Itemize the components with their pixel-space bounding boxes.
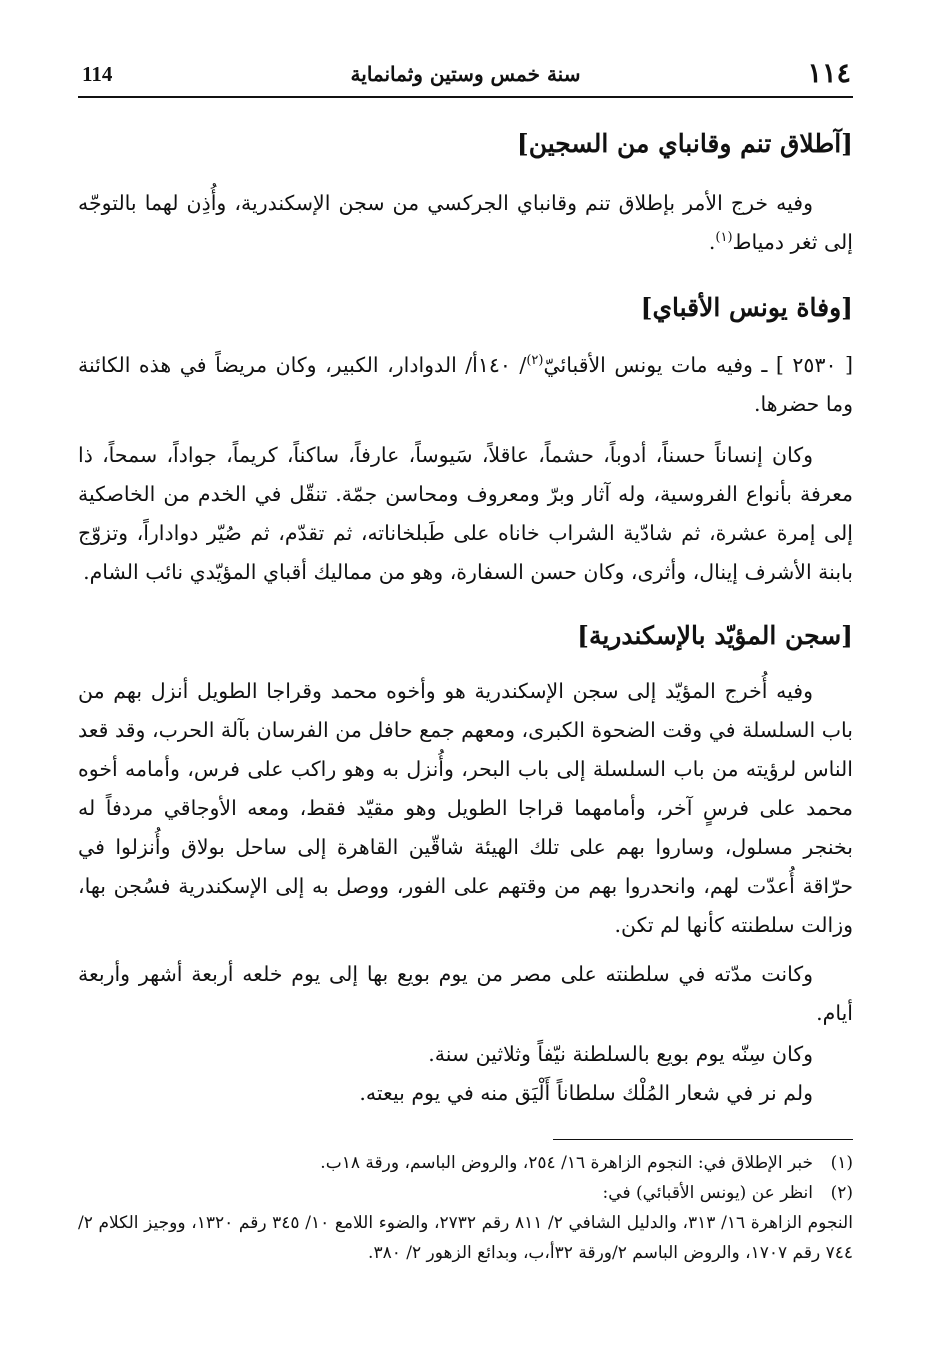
page-number-latin: 114	[82, 62, 113, 86]
footnote-2-number: (٢)	[830, 1183, 853, 1203]
entry-text-b: / ١٤٠أ/ الدوادار، الكبير، وكان مريضاً في هذه الكائنة وما حضرها.	[78, 353, 853, 416]
paragraph-release-end: .	[708, 230, 716, 254]
page-header	[78, 50, 853, 98]
footnote-1-number: (١)	[830, 1153, 853, 1173]
footnote-2	[78, 1178, 853, 1208]
section-title-muayyad-prison: [سجن المؤيّد بالإسكندرية]	[577, 621, 853, 650]
book-page	[78, 50, 853, 1350]
page-number-arabic: ١١٤	[807, 58, 851, 89]
footnote-ref-2: (٢)	[526, 353, 544, 369]
section-title-release: [آطلاق تنم وقانباي من السجين]	[516, 129, 853, 158]
footnote-separator	[553, 1139, 853, 1140]
paragraph-muayyad-duration: وكانت مدّته في سلطنته على مصر من يوم بويع بها إلى يوم خلعه أربعة أشهر وأربعة أيام.	[78, 962, 853, 1025]
paragraph-yunus-bio: وكان إنساناً حسناً، أدوباً، حشماً، عاقلاً، سَيوساً، عارفاً، ساكناً، كريماً، جواداً، سمحاً، ذا معرفة بأنواع الفروسية، وله آثار وبرّ ومعروف ومحاسن جمّة. تنقّل في الخدم من الخاصكية إلى إمرة عشرة، ثم شادّية الشراب خاناه على طَبلخاناته، ثم تقدّم، ثم صُيّر دواداراً، وتزوّج بابنة الأشرف إينال، وأثرى، وكان حسن السفارة، وهو من مماليك أقباي المؤيّدي نائب الشام.	[78, 443, 853, 584]
closing-line-2: ولم نر في شعار المُلْك سلطاناً أَلْيَق منه في يوم بيعته.	[359, 1081, 813, 1105]
closing-lines	[78, 1035, 853, 1113]
footnote-2-intro: انظر عن (يونس الأقبائي) في:	[602, 1183, 813, 1203]
footnote-ref-1: (١)	[715, 230, 733, 246]
footnote-1-text: خبر الإطلاق في: النجوم الزاهرة ١٦/ ٢٥٤، والروض الباسم، ورقة ١٨ب.	[320, 1153, 813, 1173]
footnotes	[78, 1148, 853, 1268]
paragraph-release	[78, 184, 853, 262]
footnote-1	[78, 1148, 853, 1178]
closing-line-1: وكان سِنّه يوم بويع بالسلطنة نيّفاً وثلاثين سنة.	[428, 1042, 813, 1066]
section-title-death-yunus: [وفاة يونس الأقباي]	[640, 293, 853, 322]
paragraph-entry-2530	[78, 346, 853, 424]
paragraph-muayyad-exile: وفيه أُخرج المؤيّد إلى سجن الإسكندرية هو وأخوه محمد وقراجا الطويل أنزل بهم من باب السلسلة في وقت الضحوة الكبرى، ومعهم جمع حافل من الفرسان بآلة الحرب، وقد قعد الناس لرؤيته من باب السلسلة إلى باب البحر، وأُنزل به وهو راكب على فرس، وأمامه أخوه محمد على فرسٍ آخر، وأمامهما قراجا الطويل وهو مقيّد فقط، ومعه الأوجاقي مردفاً له بخنجر مسلول، وساروا بهم على تلك الهيئة شاقّين القاهرة إلى ساحل بولاق وأُنزلوا في حرّاقة أُعدّت لهم، وانحدروا بهم من وقتهم على الفور، ووصل به إلى الإسكندرية فسُجن بها، وزالت سلطنته كأنها لم تكن.	[78, 679, 853, 937]
running-title: سنة خمس وستين وثمانماية	[350, 62, 581, 86]
paragraph-release-text: وفيه خرج الأمر بإطلاق تنم وقانباي الجركسي من سجن الإسكندرية، وأُذِن لهما بالتوجّه إلى ثغر دمياط	[78, 191, 853, 254]
main-text	[78, 124, 853, 1113]
entry-number: [ ٢٥٣٠ ]	[775, 353, 853, 377]
entry-text-a: ـ وفيه مات يونس الأقبائيّ	[543, 353, 768, 377]
footnote-2-body: النجوم الزاهرة ١٦/ ٣١٣، والدليل الشافي ٢/ ٨١١ رقم ٢٧٣٢، والضوء اللامع ١٠/ ٣٤٥ رقم ١٣٢٠، ووجيز الكلام ٢/ ٧٤٤ رقم ١٧٠٧، والروض الباسم ٢/ورقة ٣٢أ،ب، وبدائع الزهور ٢/ ٣٨٠.	[78, 1213, 853, 1263]
